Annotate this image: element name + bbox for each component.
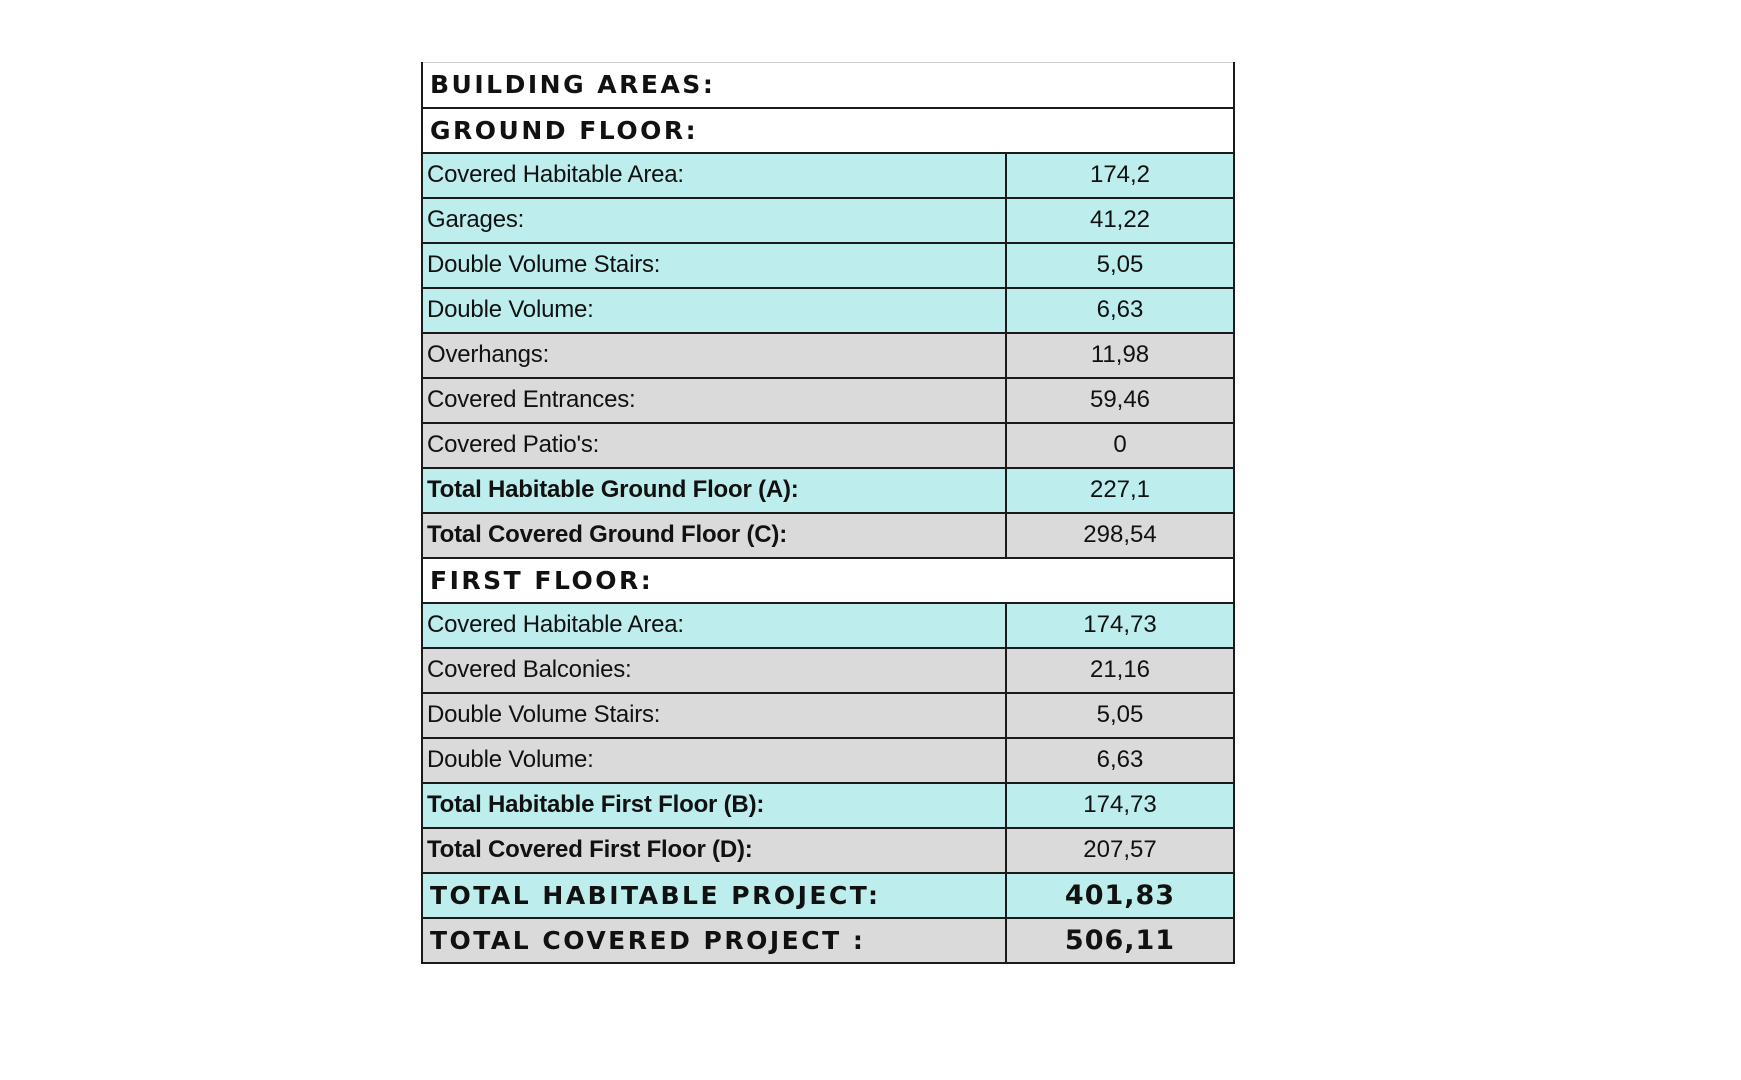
- row-label: Covered Habitable Area:: [422, 603, 1006, 648]
- title-row: [422, 63, 1234, 108]
- row-value: 298,54: [1006, 513, 1234, 558]
- row-value: 59,46: [1006, 378, 1234, 423]
- row-value: 11,98: [1006, 333, 1234, 378]
- first-floor-heading-row: [422, 558, 1234, 603]
- total-habitable-row: [422, 873, 1234, 918]
- row-value: 21,16: [1006, 648, 1234, 693]
- row-label: Covered Habitable Area:: [422, 153, 1006, 198]
- row-label: Double Volume:: [422, 288, 1006, 333]
- row-value: 6,63: [1006, 738, 1234, 783]
- subtotal-row: [422, 513, 1234, 558]
- table-row: [422, 333, 1234, 378]
- table-row: [422, 693, 1234, 738]
- ground-floor-heading-row: [422, 108, 1234, 153]
- total-covered-row: [422, 918, 1234, 963]
- table-row: [422, 288, 1234, 333]
- row-value: 6,63: [1006, 288, 1234, 333]
- row-label: Double Volume Stairs:: [422, 243, 1006, 288]
- row-label: Double Volume:: [422, 738, 1006, 783]
- table-row: [422, 648, 1234, 693]
- row-value: 174,73: [1006, 783, 1234, 828]
- table-row: [422, 378, 1234, 423]
- building-areas-table: [421, 62, 1235, 964]
- subtotal-row: [422, 828, 1234, 873]
- row-value: 207,57: [1006, 828, 1234, 873]
- total-covered-label: TOTAL COVERED PROJECT :: [422, 918, 1006, 963]
- building-areas-title: BUILDING AREAS:: [422, 63, 1234, 108]
- row-value: 174,2: [1006, 153, 1234, 198]
- row-label: Overhangs:: [422, 333, 1006, 378]
- total-habitable-value: 401,83: [1006, 873, 1234, 918]
- row-value: 5,05: [1006, 243, 1234, 288]
- row-value: 227,1: [1006, 468, 1234, 513]
- row-label: Covered Balconies:: [422, 648, 1006, 693]
- total-covered-value: 506,11: [1006, 918, 1234, 963]
- subtotal-row: [422, 783, 1234, 828]
- row-label: Total Covered First Floor (D):: [422, 828, 1006, 873]
- row-label: Covered Patio's:: [422, 423, 1006, 468]
- table-row: [422, 198, 1234, 243]
- row-label: Garages:: [422, 198, 1006, 243]
- table-row: [422, 153, 1234, 198]
- table-row: [422, 603, 1234, 648]
- total-habitable-label: TOTAL HABITABLE PROJECT:: [422, 873, 1006, 918]
- table-row: [422, 738, 1234, 783]
- row-value: 0: [1006, 423, 1234, 468]
- row-value: 5,05: [1006, 693, 1234, 738]
- row-label: Total Habitable First Floor (B):: [422, 783, 1006, 828]
- ground-floor-heading: GROUND FLOOR:: [422, 108, 1234, 153]
- row-label: Total Covered Ground Floor (C):: [422, 513, 1006, 558]
- table-row: [422, 243, 1234, 288]
- row-value: 41,22: [1006, 198, 1234, 243]
- table-row: [422, 423, 1234, 468]
- row-value: 174,73: [1006, 603, 1234, 648]
- row-label: Double Volume Stairs:: [422, 693, 1006, 738]
- row-label: Total Habitable Ground Floor (A):: [422, 468, 1006, 513]
- row-label: Covered Entrances:: [422, 378, 1006, 423]
- subtotal-row: [422, 468, 1234, 513]
- first-floor-heading: FIRST FLOOR:: [422, 558, 1234, 603]
